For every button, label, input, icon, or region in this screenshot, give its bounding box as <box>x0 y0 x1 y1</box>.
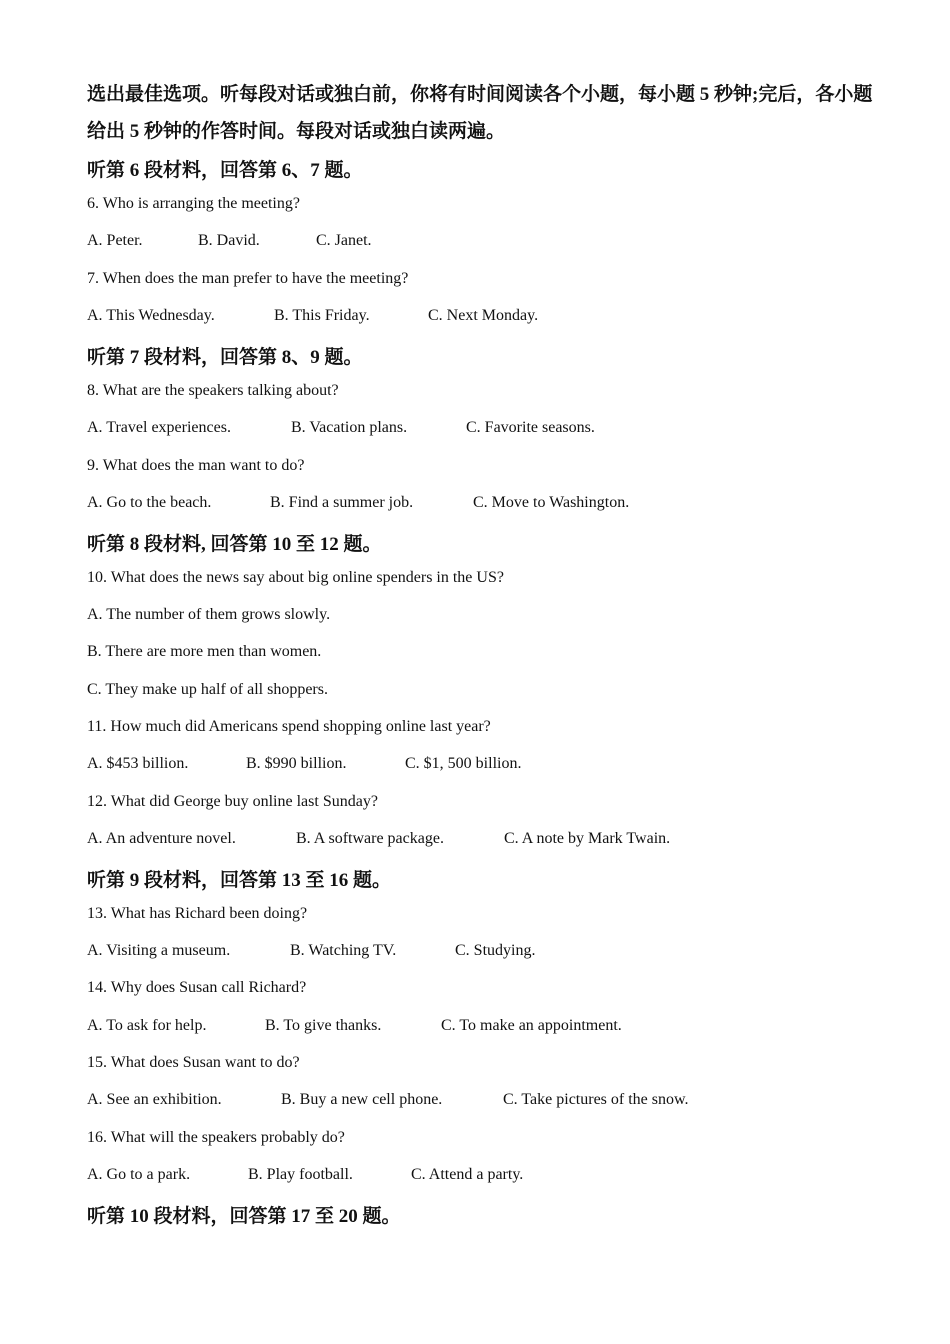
instructions: 选出最佳选项。听每段对话或独白前，你将有时间阅读各个小题，每小题 5 秒钟;完后，各小题给出 5 秒钟的作答时间。每段对话或独白读两遍。 <box>87 84 873 142</box>
question-6: 6. Who is arranging the meeting? <box>87 195 300 212</box>
option-a[interactable]: A. See an exhibition. <box>87 1091 222 1108</box>
option-b[interactable]: B. Play football. <box>248 1166 353 1183</box>
question-15: 15. What does Susan want to do? <box>87 1054 300 1071</box>
section-heading: 听第 10 段材料，回答第 17 至 20 题。 <box>87 1206 401 1227</box>
option-a[interactable]: A. Go to the beach. <box>87 494 212 511</box>
option-a[interactable]: A. $453 billion. <box>87 755 189 772</box>
option-b[interactable]: B. This Friday. <box>274 307 370 324</box>
option-c[interactable]: C. They make up half of all shoppers. <box>87 681 328 698</box>
question-7: 7. When does the man prefer to have the meeting? <box>87 270 409 287</box>
option-b[interactable]: B. David. <box>198 232 260 249</box>
question-14: 14. Why does Susan call Richard? <box>87 979 307 996</box>
question-8: 8. What are the speakers talking about? <box>87 382 339 399</box>
option-a[interactable]: A. Go to a park. <box>87 1166 191 1183</box>
option-c[interactable]: C. Studying. <box>455 942 536 959</box>
section-heading: 听第 8 段材料, 回答第 10 至 12 题。 <box>87 534 382 555</box>
option-a[interactable]: A. Peter. <box>87 232 143 249</box>
options-9 <box>87 494 629 512</box>
option-b[interactable]: B. Buy a new cell phone. <box>281 1091 443 1108</box>
option-a[interactable]: A. This Wednesday. <box>87 307 215 324</box>
option-b[interactable]: B. Find a summer job. <box>270 494 414 511</box>
option-b[interactable]: B. Watching TV. <box>290 942 397 959</box>
section-heading: 听第 9 段材料，回答第 13 至 16 题。 <box>87 870 392 891</box>
options-14 <box>87 1017 622 1035</box>
question-9: 9. What does the man want to do? <box>87 457 305 474</box>
option-b[interactable]: B. There are more men than women. <box>87 643 322 660</box>
options-16 <box>87 1166 523 1184</box>
options-12 <box>87 830 670 848</box>
question-12: 12. What did George buy online last Sunday? <box>87 793 378 810</box>
option-b[interactable]: B. To give thanks. <box>265 1017 382 1034</box>
option-b[interactable]: B. $990 billion. <box>246 755 347 772</box>
option-a[interactable]: A. Visiting a museum. <box>87 942 231 959</box>
option-c[interactable]: C. Attend a party. <box>411 1166 524 1183</box>
option-c[interactable]: C. Take pictures of the snow. <box>503 1091 689 1108</box>
options-8 <box>87 419 595 437</box>
option-b[interactable]: B. A software package. <box>296 830 444 847</box>
options-13 <box>87 942 535 960</box>
option-c[interactable]: C. Janet. <box>316 232 372 249</box>
options-15 <box>87 1091 689 1109</box>
section-heading: 听第 7 段材料，回答第 8、9 题。 <box>87 347 363 368</box>
option-b[interactable]: B. Vacation plans. <box>291 419 408 436</box>
options-6 <box>87 232 372 250</box>
options-7 <box>87 307 538 325</box>
options-11 <box>87 755 521 773</box>
option-a[interactable]: A. Travel experiences. <box>87 419 231 436</box>
question-16: 16. What will the speakers probably do? <box>87 1129 345 1146</box>
option-a[interactable]: A. To ask for help. <box>87 1017 207 1034</box>
section-heading: 听第 6 段材料，回答第 6、7 题。 <box>87 160 363 181</box>
option-c[interactable]: C. $1, 500 billion. <box>405 755 522 772</box>
option-c[interactable]: C. Favorite seasons. <box>466 419 595 436</box>
option-c[interactable]: C. A note by Mark Twain. <box>504 830 671 847</box>
question-10: 10. What does the news say about big online spenders in the US? <box>87 569 504 586</box>
option-a[interactable]: A. An adventure novel. <box>87 830 236 847</box>
option-a[interactable]: A. The number of them grows slowly. <box>87 606 331 623</box>
option-c[interactable]: C. To make an appointment. <box>441 1017 622 1034</box>
option-c[interactable]: C. Next Monday. <box>428 307 539 324</box>
option-c[interactable]: C. Move to Washington. <box>473 494 630 511</box>
question-13: 13. What has Richard been doing? <box>87 905 308 922</box>
question-11: 11. How much did Americans spend shopping online last year? <box>87 718 491 735</box>
